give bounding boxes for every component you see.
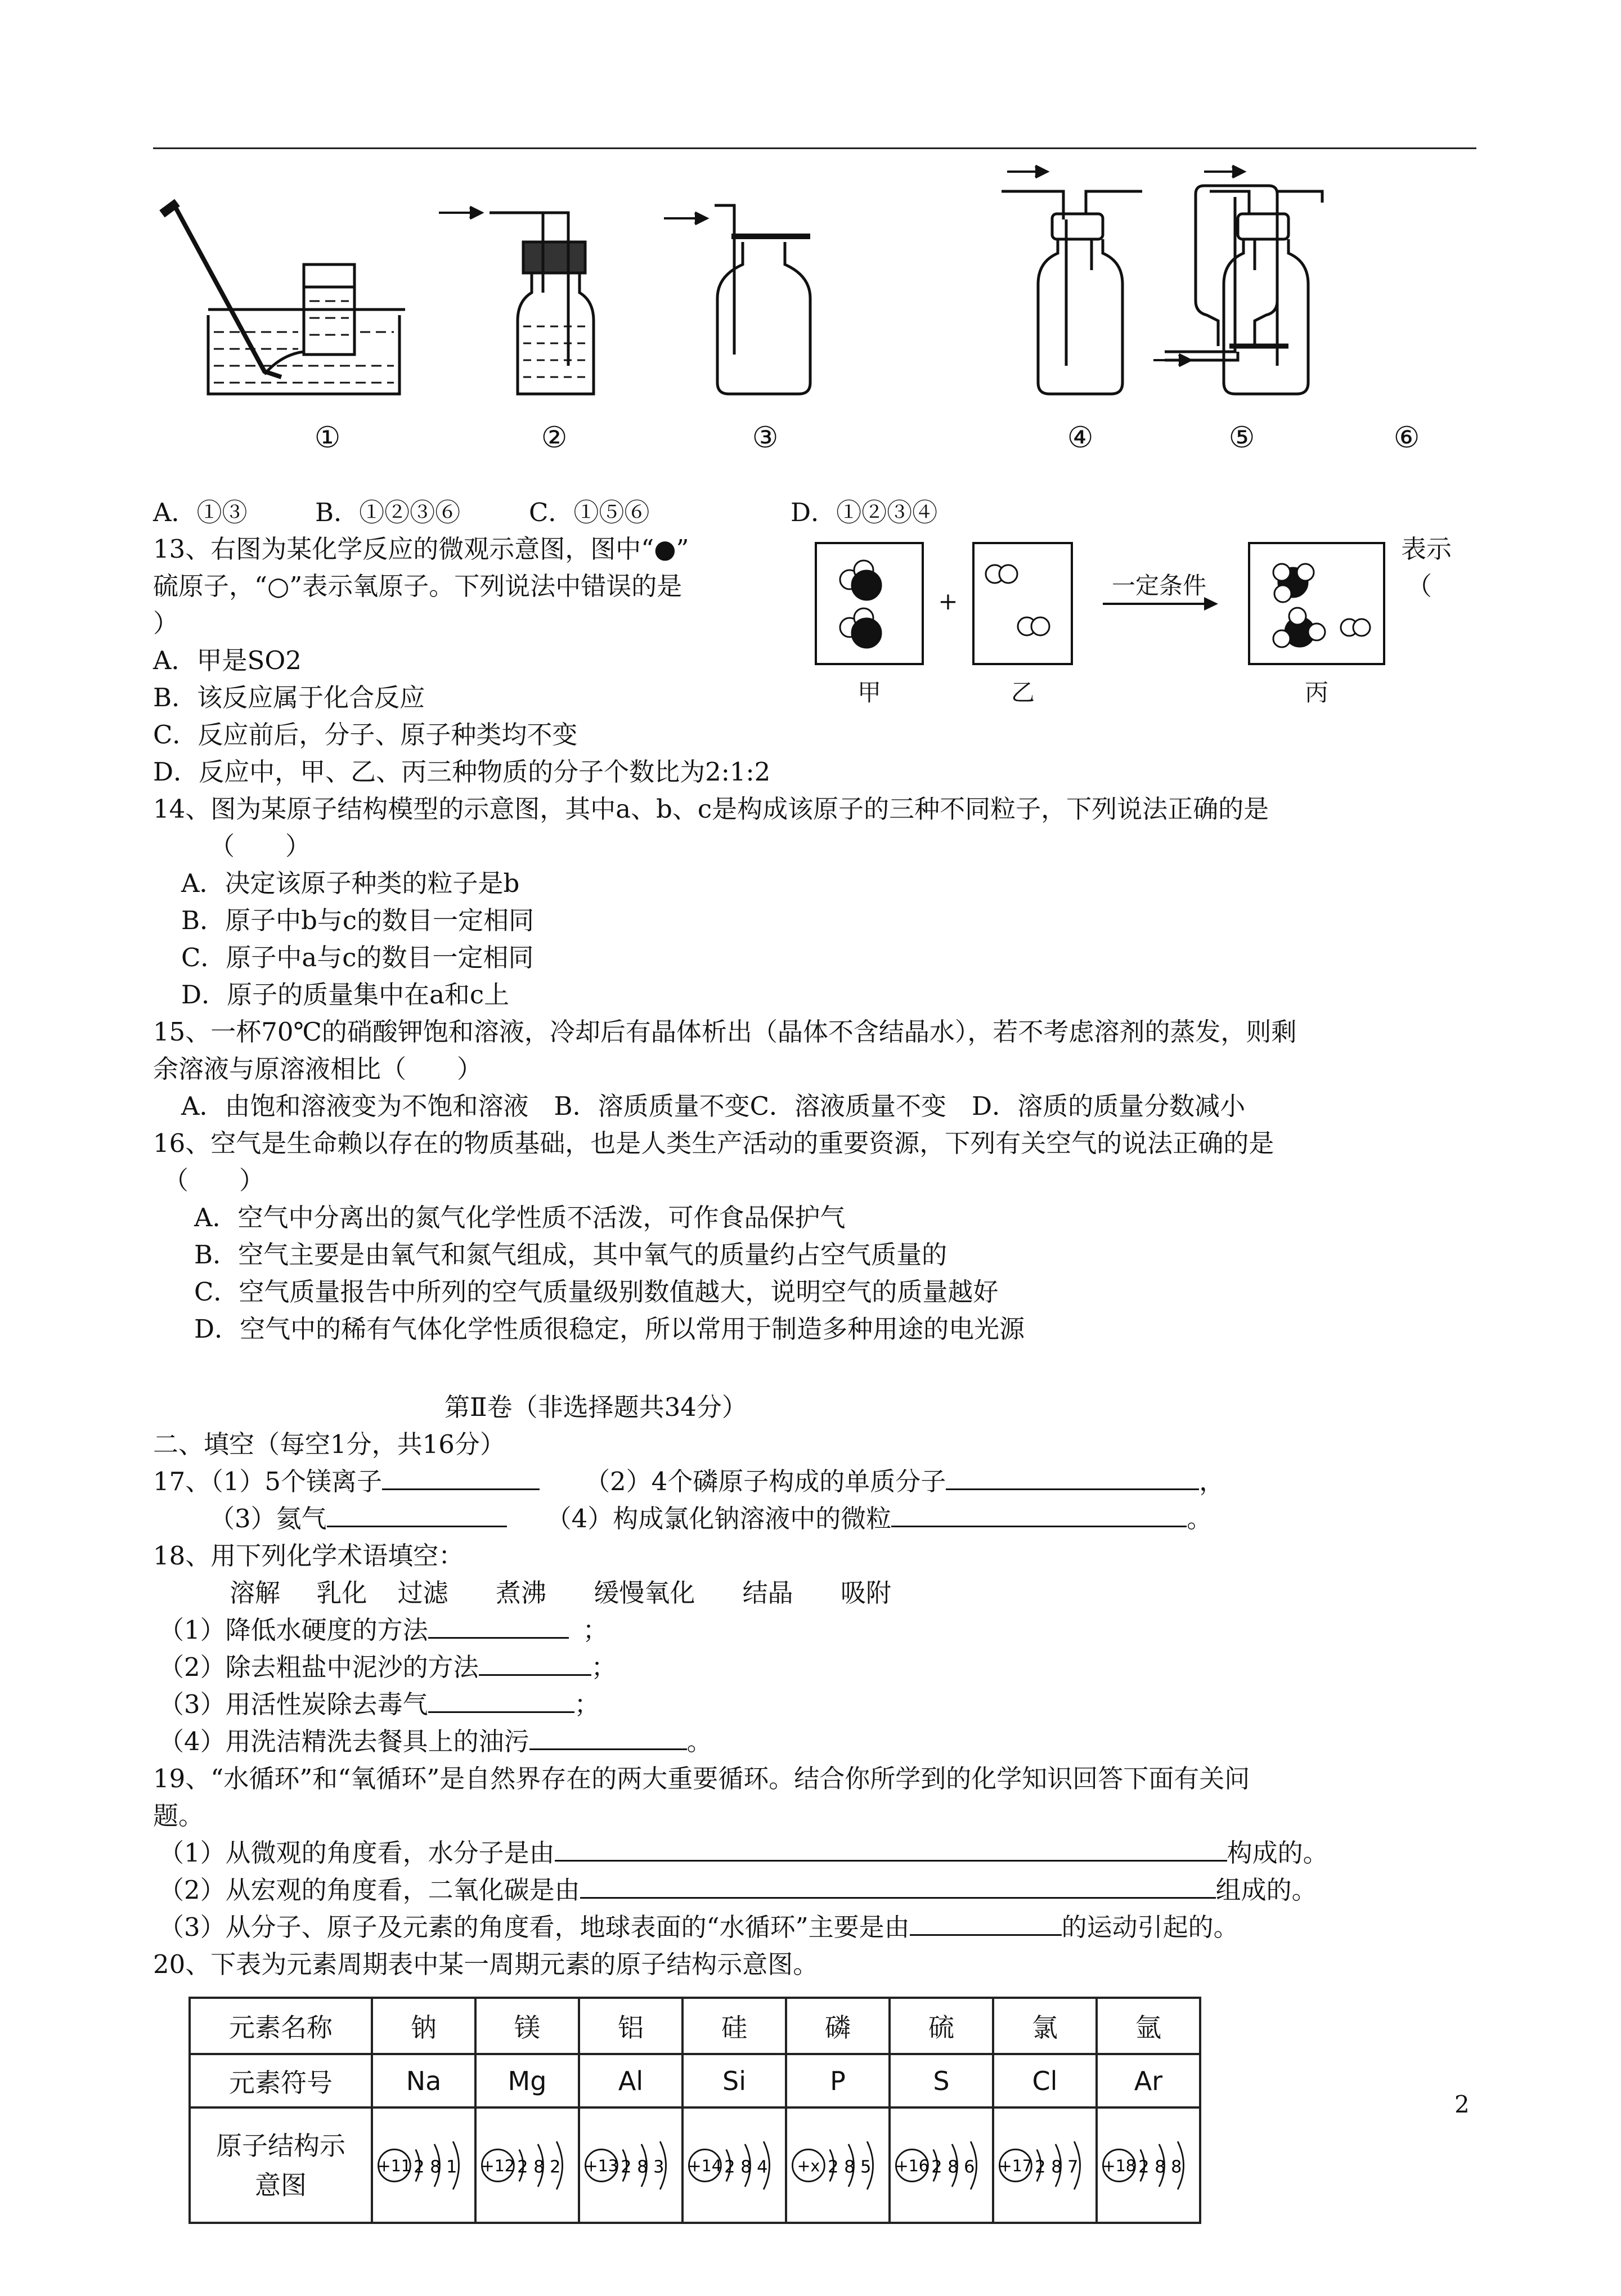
label-4: ④ bbox=[1067, 421, 1094, 455]
q13-stem-line1-tail: 表示 bbox=[1401, 534, 1452, 564]
page-number: 2 bbox=[1454, 2091, 1470, 2118]
q18-term: 缓慢氧化 bbox=[594, 1578, 695, 1608]
label-5: ⑤ bbox=[1228, 421, 1255, 455]
element-name: 氯 bbox=[993, 1998, 1097, 2054]
nucleus-charge: +13 bbox=[584, 2156, 618, 2175]
label-jia: 甲 bbox=[857, 679, 882, 706]
element-name: 氩 bbox=[1097, 1998, 1200, 2054]
q19-item-end: 组成的。 bbox=[1215, 1875, 1317, 1905]
header-rule bbox=[153, 147, 1476, 149]
q16-option-d: D．空气中的稀有气体化学性质很稳定，所以常用于制造多种用途的电光源 bbox=[194, 1314, 1025, 1344]
element-symbol: Mg bbox=[475, 2054, 579, 2107]
periodic-row-table bbox=[188, 1997, 1201, 2224]
element-symbol: Na bbox=[372, 2054, 475, 2107]
q18-term: 煮沸 bbox=[495, 1578, 546, 1608]
q16-paren: （ ） bbox=[163, 1165, 265, 1195]
q15-stem-line1: 15、一杯70℃的硝酸钾饱和溶液，冷却后有晶体析出（晶体不含结晶水），若不考虑溶剂的蒸发，则剩 bbox=[153, 1017, 1297, 1047]
element-name: 铝 bbox=[579, 1998, 682, 2054]
q14-option-b: B．原子中b与c的数目一定相同 bbox=[181, 905, 535, 935]
atom-diagram-al bbox=[579, 2107, 682, 2223]
q17-line1 bbox=[153, 1463, 1224, 1500]
q19-item-end: 构成的。 bbox=[1227, 1838, 1328, 1868]
shell-electrons: 2 8 2 bbox=[517, 2156, 561, 2177]
q13-stem-line1: 13、右图为某化学反应的微观示意图，图中“●” bbox=[153, 534, 689, 564]
q18-term: 乳化 bbox=[316, 1578, 367, 1608]
q15-options: A．由饱和溶液变为不饱和溶液 B．溶质质量不变C．溶液质量不变 D．溶质的质量分数减小 bbox=[181, 1091, 1246, 1121]
row-header-name: 元素名称 bbox=[190, 1998, 372, 2054]
atom-diagram-s bbox=[890, 2107, 993, 2223]
q18-blank[interactable] bbox=[428, 1689, 574, 1713]
nucleus-charge: +x bbox=[797, 2156, 820, 2175]
nucleus-charge: +11 bbox=[377, 2156, 411, 2175]
q17-blank1[interactable] bbox=[382, 1466, 540, 1490]
q16-option-b: B．空气主要是由氧气和氮气组成，其中氧气的质量约占空气质量的 bbox=[194, 1240, 948, 1270]
q13-stem-line2: 硫原子，“○”表示氧原子。下列说法中错误的是 bbox=[153, 571, 682, 601]
atom-diagram-si bbox=[682, 2107, 786, 2223]
q18-term: 溶解 bbox=[230, 1578, 281, 1608]
q17-blank3[interactable] bbox=[327, 1503, 507, 1527]
q13-stem-line2-tail: （ bbox=[1407, 571, 1433, 601]
label-2: ② bbox=[541, 421, 568, 455]
q17-part3: （3）氦气 bbox=[209, 1504, 327, 1533]
q17-part1: 17、（1）5个镁离子 bbox=[153, 1467, 383, 1496]
q19-item-2 bbox=[159, 1872, 1317, 1909]
element-name: 硅 bbox=[682, 1998, 786, 2054]
q14-option-c: C．原子中a与c的数目一定相同 bbox=[181, 943, 534, 972]
q16-option-a: A．空气中分离出的氮气化学性质不活泼，可作食品保护气 bbox=[194, 1203, 846, 1232]
q12-option-b: B．①②③⑥ bbox=[315, 497, 461, 527]
q17-part4-end: 。 bbox=[1187, 1504, 1213, 1533]
nucleus-charge: +18 bbox=[1102, 2156, 1136, 2175]
q18-item-3 bbox=[159, 1686, 600, 1723]
q19-blank[interactable] bbox=[555, 1837, 1227, 1862]
q18-item-end: ； bbox=[574, 1689, 600, 1719]
q18-item-end: ； bbox=[582, 1615, 608, 1645]
label-1: ① bbox=[314, 421, 341, 455]
element-symbol: Cl bbox=[993, 2054, 1097, 2107]
shell-electrons: 2 8 3 bbox=[621, 2156, 664, 2177]
label-6: ⑥ bbox=[1393, 421, 1420, 455]
q18-stem: 18、用下列化学术语填空： bbox=[153, 1541, 464, 1571]
element-name: 钠 bbox=[372, 1998, 475, 2054]
q18-term: 吸附 bbox=[840, 1578, 891, 1608]
q19-item-text: （3）从分子、原子及元素的角度看，地球表面的“水循环”主要是由 bbox=[159, 1912, 910, 1942]
q19-blank[interactable] bbox=[910, 1912, 1062, 1936]
q19-stem-line1: 19、“水循环”和“氧循环”是自然界存在的两大重要循环。结合你所学到的化学知识回答下面有关问 bbox=[153, 1764, 1250, 1793]
section2-title: 第Ⅱ卷（非选择题共34分） bbox=[444, 1392, 747, 1422]
atom-diagram-na bbox=[372, 2107, 475, 2223]
q15-stem-line2: 余溶液与原溶液相比（ ） bbox=[153, 1054, 483, 1084]
section2-heading: 二、填空（每空1分，共16分） bbox=[153, 1429, 505, 1459]
nucleus-charge: +12 bbox=[481, 2156, 515, 2175]
q18-blank[interactable] bbox=[479, 1652, 591, 1676]
q18-item-text: （3）用活性炭除去毒气 bbox=[159, 1689, 428, 1719]
condition-label: 一定条件 bbox=[1111, 572, 1207, 599]
atom-diagram-cl bbox=[993, 2107, 1097, 2223]
element-name: 硫 bbox=[890, 1998, 993, 2054]
atom-diagram-p bbox=[786, 2107, 890, 2223]
reaction-diagram bbox=[810, 537, 1418, 723]
q14-paren: （ ） bbox=[209, 831, 311, 861]
q18-term: 过滤 bbox=[397, 1578, 448, 1608]
q17-part4: （4）构成氯化钠溶液中的微粒 bbox=[546, 1504, 892, 1533]
q17-part2: （2）4个磷原子构成的单质分子 bbox=[585, 1467, 946, 1496]
gas-apparatus-figure bbox=[152, 158, 1420, 473]
q18-blank[interactable] bbox=[529, 1726, 687, 1750]
apparatus-2 bbox=[439, 207, 594, 394]
element-name: 磷 bbox=[786, 1998, 890, 2054]
q12-option-d: D．①②③④ bbox=[791, 497, 938, 527]
label-yi: 乙 bbox=[1011, 679, 1035, 706]
q18-item-end: 。 bbox=[686, 1727, 712, 1756]
q13-option-b: B．该反应属于化合反应 bbox=[153, 683, 425, 712]
shell-electrons: 2 8 8 bbox=[1138, 2156, 1182, 2177]
apparatus-4 bbox=[1002, 166, 1142, 394]
q20-stem: 20、下表为元素周期表中某一周期元素的原子结构示意图。 bbox=[153, 1949, 819, 1979]
q18-terms bbox=[230, 1575, 891, 1612]
q17-line2 bbox=[209, 1500, 1212, 1537]
q14-option-a: A．决定该原子种类的粒子是b bbox=[181, 868, 520, 898]
nucleus-charge: +16 bbox=[895, 2156, 929, 2175]
q16-option-c: C．空气质量报告中所列的空气质量级别数值越大，说明空气的质量越好 bbox=[194, 1277, 999, 1307]
q13-stem-line3: ） bbox=[153, 608, 179, 638]
q19-item-3 bbox=[159, 1909, 1239, 1946]
q19-item-text: （2）从宏观的角度看，二氧化碳是由 bbox=[159, 1875, 580, 1905]
apparatus-3 bbox=[664, 205, 810, 394]
shell-electrons: 2 8 4 bbox=[724, 2156, 768, 2177]
q17-part2-end: ， bbox=[1199, 1467, 1225, 1496]
q13-option-a: A．甲是SO2 bbox=[153, 645, 302, 675]
element-symbol: Si bbox=[682, 2054, 786, 2107]
nucleus-charge: +17 bbox=[998, 2156, 1032, 2175]
row-header-symbol: 元素符号 bbox=[190, 2054, 372, 2107]
label-bing: 丙 bbox=[1304, 679, 1329, 706]
element-symbol: S bbox=[890, 2054, 993, 2107]
q12-option-a: A．①③ bbox=[153, 497, 248, 527]
atom-diagram-ar bbox=[1097, 2107, 1200, 2223]
apparatus-1 bbox=[162, 203, 405, 394]
q13-option-d: D．反应中，甲、乙、丙三种物质的分子个数比为2:1:2 bbox=[153, 757, 771, 787]
q17-blank4[interactable] bbox=[891, 1503, 1187, 1527]
q18-item-end: ； bbox=[591, 1652, 617, 1682]
q18-item-text: （1）降低水硬度的方法 bbox=[159, 1615, 428, 1645]
q19-stem-line2: 题。 bbox=[153, 1801, 204, 1831]
shell-electrons: 2 8 5 bbox=[828, 2156, 872, 2177]
q19-blank[interactable] bbox=[580, 1875, 1216, 1899]
row-header-diagram: 原子结构示意图 bbox=[190, 2107, 372, 2223]
label-3: ③ bbox=[752, 421, 779, 455]
shell-electrons: 2 8 6 bbox=[931, 2156, 975, 2177]
atom-diagram-mg bbox=[475, 2107, 579, 2223]
q18-item-text: （4）用洗洁精洗去餐具上的油污 bbox=[159, 1727, 529, 1756]
q13-option-c: C．反应前后，分子、原子种类均不变 bbox=[153, 720, 578, 750]
element-symbol: Ar bbox=[1097, 2054, 1200, 2107]
q18-item-4 bbox=[159, 1723, 712, 1760]
nucleus-charge: +14 bbox=[688, 2156, 722, 2175]
q14-stem: 14、图为某原子结构模型的示意图，其中a、b、c是构成该原子的三种不同粒子，下列说法正确的是 bbox=[153, 794, 1269, 824]
q16-stem: 16、空气是生命赖以存在的物质基础，也是人类生产活动的重要资源，下列有关空气的说法正确的是 bbox=[153, 1128, 1274, 1158]
q19-item-text: （1）从微观的角度看，水分子是由 bbox=[159, 1838, 555, 1868]
q18-item-1 bbox=[159, 1612, 608, 1649]
q19-item-1 bbox=[159, 1835, 1328, 1872]
q18-item-2 bbox=[159, 1649, 617, 1686]
plus-sign: + bbox=[938, 588, 958, 615]
element-symbol: P bbox=[786, 2054, 890, 2107]
element-name: 镁 bbox=[475, 1998, 579, 2054]
q18-blank[interactable] bbox=[428, 1615, 569, 1639]
shell-electrons: 2 8 1 bbox=[414, 2156, 457, 2177]
element-symbol: Al bbox=[579, 2054, 682, 2107]
q18-term: 结晶 bbox=[742, 1578, 793, 1608]
q14-option-d: D．原子的质量集中在a和c上 bbox=[181, 980, 510, 1010]
q17-blank2[interactable] bbox=[946, 1466, 1199, 1490]
shell-electrons: 2 8 7 bbox=[1035, 2156, 1079, 2177]
q19-item-end: 的运动引起的。 bbox=[1061, 1912, 1239, 1942]
q18-item-text: （2）除去粗盐中泥沙的方法 bbox=[159, 1652, 479, 1682]
q12-option-c: C．①⑤⑥ bbox=[529, 497, 650, 527]
